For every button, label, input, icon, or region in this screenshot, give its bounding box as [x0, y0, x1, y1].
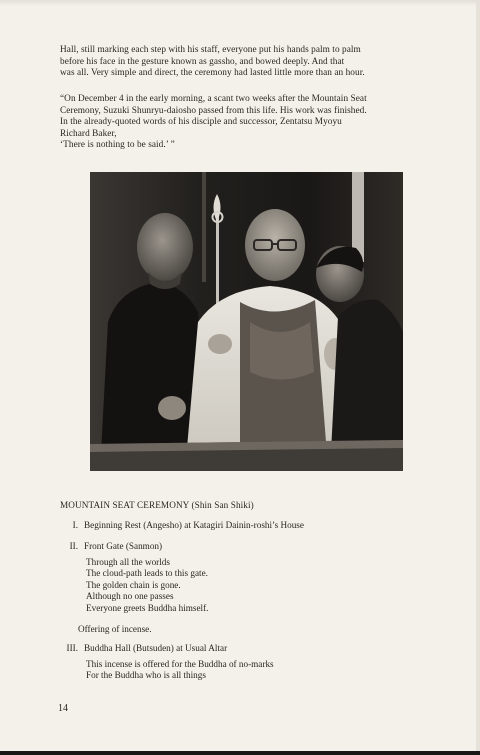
- section-heading: Beginning Rest (Angesho) at Katagiri Dainin-roshi’s House: [84, 520, 304, 530]
- paragraph-1: [60, 45, 440, 80]
- section-heading: Buddha Hall (Butsuden) at Usual Altar: [84, 643, 228, 653]
- ceremony-section: [64, 643, 227, 653]
- page-bottom-edge: [0, 751, 480, 755]
- text-line: “On December 4 in the early morning, a scant two weeks after the Mountain Seat: [60, 94, 367, 104]
- verse: [86, 557, 208, 614]
- section-note: Offering of incense.: [78, 624, 152, 634]
- ceremony-title: MOUNTAIN SEAT CEREMONY (Shin San Shiki): [60, 500, 254, 510]
- text-line: Hall, still marking each step with his staff, everyone put his hands palm to palm: [60, 45, 361, 55]
- monks-ceremony-photo: [90, 172, 403, 471]
- verse-line: This incense is offered for the Buddha of no-marks: [86, 659, 274, 669]
- verse-line: The golden chain is gone.: [86, 579, 181, 590]
- page-right-edge: [476, 0, 480, 755]
- text-line: before his face in the gesture known as gassho, and bowed deeply. And that: [60, 56, 345, 67]
- text-line: was all. Very simple and direct, the ceremony had lasted little more than an hour.: [60, 68, 365, 79]
- section-numeral: I.: [72, 520, 78, 530]
- text-line: ‘There is nothing to be said.’ ”: [60, 140, 175, 151]
- verse: [86, 659, 274, 682]
- text-line: In the already-quoted words of his disciple and successor, Zentatsu Myoyu: [60, 117, 342, 128]
- verse-line: The cloud-path leads to this gate.: [86, 568, 208, 579]
- section-numeral: II.: [69, 541, 78, 551]
- verse-line: For the Buddha who is all things: [86, 670, 206, 681]
- paragraph-2: [60, 94, 440, 152]
- page-number: 14: [58, 703, 68, 714]
- section-numeral: III.: [66, 643, 78, 653]
- text-line: Richard Baker,: [60, 128, 117, 139]
- ceremony-section: [64, 541, 162, 551]
- verse-line: Through all the worlds: [86, 557, 170, 567]
- verse-line: Although no one passes: [86, 591, 174, 602]
- page-top-edge: [0, 0, 480, 6]
- text-line: Ceremony, Suzuki Shunryu-daiosho passed from this life. His work was finished.: [60, 105, 367, 116]
- ceremony-section: [64, 520, 304, 530]
- verse-line: Everyone greets Buddha himself.: [86, 602, 209, 613]
- section-heading: Front Gate (Sanmon): [84, 541, 163, 551]
